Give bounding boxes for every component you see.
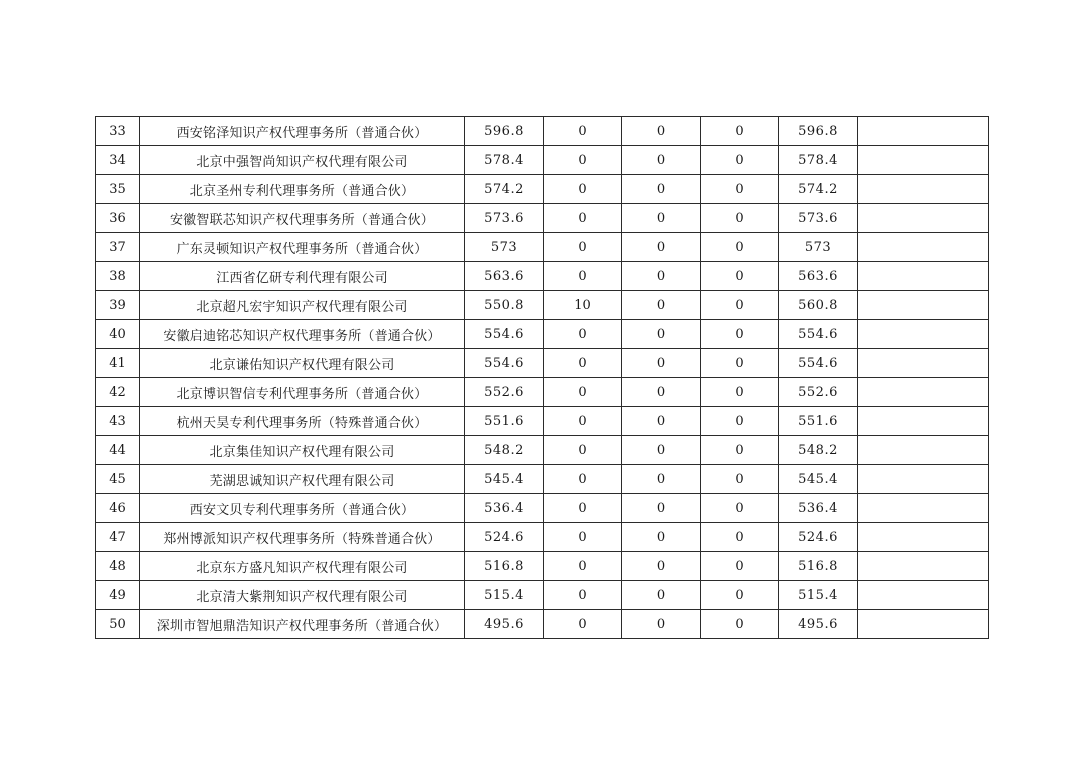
blank-cell [858,233,989,262]
score-cell-3: 0 [622,233,701,262]
score-cell-3: 0 [622,494,701,523]
table-row [96,146,989,175]
score-cell-3: 0 [622,146,701,175]
score-cell-1: 536.4 [465,494,544,523]
total-score-cell: 563.6 [779,262,858,291]
score-cell-4: 0 [701,610,779,639]
agency-name-cell: 北京超凡宏宇知识产权代理有限公司 [140,291,465,320]
score-cell-2: 0 [544,146,622,175]
rank-cell: 44 [96,436,140,465]
score-cell-4: 0 [701,552,779,581]
blank-cell [858,581,989,610]
score-cell-4: 0 [701,291,779,320]
blank-cell [858,146,989,175]
score-cell-4: 0 [701,204,779,233]
score-cell-4: 0 [701,349,779,378]
blank-cell [858,610,989,639]
rank-cell: 48 [96,552,140,581]
total-score-cell: 524.6 [779,523,858,552]
score-cell-2: 0 [544,175,622,204]
score-cell-1: 578.4 [465,146,544,175]
blank-cell [858,407,989,436]
rank-cell: 34 [96,146,140,175]
table-row [96,262,989,291]
score-cell-2: 0 [544,465,622,494]
score-cell-4: 0 [701,175,779,204]
table-row [96,407,989,436]
agency-name-cell: 北京谦佑知识产权代理有限公司 [140,349,465,378]
score-cell-3: 0 [622,407,701,436]
table-row [96,320,989,349]
table-row [96,349,989,378]
rank-cell: 49 [96,581,140,610]
score-cell-3: 0 [622,465,701,494]
score-cell-2: 0 [544,610,622,639]
rank-cell: 41 [96,349,140,378]
rank-cell: 47 [96,523,140,552]
blank-cell [858,175,989,204]
score-cell-1: 515.4 [465,581,544,610]
agency-name-cell: 北京清大紫荆知识产权代理有限公司 [140,581,465,610]
blank-cell [858,204,989,233]
total-score-cell: 545.4 [779,465,858,494]
rank-cell: 37 [96,233,140,262]
total-score-cell: 573 [779,233,858,262]
blank-cell [858,262,989,291]
total-score-cell: 548.2 [779,436,858,465]
blank-cell [858,552,989,581]
score-cell-2: 0 [544,349,622,378]
score-cell-3: 0 [622,552,701,581]
total-score-cell: 516.8 [779,552,858,581]
table-row [96,175,989,204]
table-row [96,552,989,581]
agency-name-cell: 北京中强智尚知识产权代理有限公司 [140,146,465,175]
blank-cell [858,436,989,465]
blank-cell [858,320,989,349]
score-cell-2: 0 [544,436,622,465]
rank-cell: 50 [96,610,140,639]
score-cell-3: 0 [622,436,701,465]
total-score-cell: 560.8 [779,291,858,320]
agency-name-cell: 江西省亿研专利代理有限公司 [140,262,465,291]
total-score-cell: 536.4 [779,494,858,523]
agency-name-cell: 郑州博派知识产权代理事务所（特殊普通合伙） [140,523,465,552]
score-cell-2: 0 [544,523,622,552]
score-cell-2: 0 [544,581,622,610]
agency-name-cell: 北京博识智信专利代理事务所（普通合伙） [140,378,465,407]
score-cell-1: 573 [465,233,544,262]
rank-cell: 36 [96,204,140,233]
blank-cell [858,378,989,407]
agency-name-cell: 北京集佳知识产权代理有限公司 [140,436,465,465]
table-row [96,523,989,552]
rank-cell: 42 [96,378,140,407]
score-cell-1: 550.8 [465,291,544,320]
score-cell-1: 573.6 [465,204,544,233]
blank-cell [858,349,989,378]
rank-cell: 35 [96,175,140,204]
table-row [96,291,989,320]
table-row [96,436,989,465]
score-cell-2: 10 [544,291,622,320]
score-cell-1: 554.6 [465,349,544,378]
table-row [96,233,989,262]
score-cell-4: 0 [701,436,779,465]
score-cell-1: 552.6 [465,378,544,407]
score-cell-4: 0 [701,581,779,610]
score-cell-3: 0 [622,523,701,552]
table-row [96,581,989,610]
total-score-cell: 495.6 [779,610,858,639]
score-cell-2: 0 [544,117,622,146]
blank-cell [858,117,989,146]
score-cell-3: 0 [622,581,701,610]
score-cell-4: 0 [701,233,779,262]
score-cell-4: 0 [701,523,779,552]
agency-name-cell: 广东灵顿知识产权代理事务所（普通合伙） [140,233,465,262]
score-cell-4: 0 [701,494,779,523]
score-cell-1: 563.6 [465,262,544,291]
blank-cell [858,523,989,552]
score-cell-3: 0 [622,117,701,146]
agency-name-cell: 西安铭泽知识产权代理事务所（普通合伙） [140,117,465,146]
score-cell-3: 0 [622,291,701,320]
rank-cell: 38 [96,262,140,291]
rank-cell: 40 [96,320,140,349]
score-cell-2: 0 [544,494,622,523]
agency-name-cell: 杭州天昊专利代理事务所（特殊普通合伙） [140,407,465,436]
table-row [96,204,989,233]
table-row [96,610,989,639]
agency-name-cell: 北京圣州专利代理事务所（普通合伙） [140,175,465,204]
score-cell-1: 524.6 [465,523,544,552]
score-cell-2: 0 [544,204,622,233]
score-cell-3: 0 [622,320,701,349]
agency-name-cell: 安徽启迪铭芯知识产权代理事务所（普通合伙） [140,320,465,349]
score-cell-3: 0 [622,610,701,639]
rank-cell: 39 [96,291,140,320]
table-row [96,378,989,407]
agency-name-cell: 西安文贝专利代理事务所（普通合伙） [140,494,465,523]
rank-cell: 33 [96,117,140,146]
score-cell-4: 0 [701,320,779,349]
table-row [96,117,989,146]
score-cell-1: 545.4 [465,465,544,494]
score-cell-3: 0 [622,204,701,233]
score-cell-3: 0 [622,262,701,291]
blank-cell [858,465,989,494]
score-cell-2: 0 [544,320,622,349]
score-cell-4: 0 [701,146,779,175]
score-cell-2: 0 [544,233,622,262]
rank-cell: 43 [96,407,140,436]
agency-name-cell: 北京东方盛凡知识产权代理有限公司 [140,552,465,581]
score-cell-1: 551.6 [465,407,544,436]
total-score-cell: 552.6 [779,378,858,407]
score-cell-4: 0 [701,407,779,436]
score-cell-1: 574.2 [465,175,544,204]
rank-cell: 46 [96,494,140,523]
total-score-cell: 554.6 [779,349,858,378]
score-cell-4: 0 [701,117,779,146]
total-score-cell: 596.8 [779,117,858,146]
score-cell-4: 0 [701,465,779,494]
score-cell-1: 516.8 [465,552,544,581]
score-cell-1: 495.6 [465,610,544,639]
ranking-table [95,116,989,639]
score-cell-2: 0 [544,552,622,581]
score-cell-1: 596.8 [465,117,544,146]
agency-name-cell: 深圳市智旭鼎浩知识产权代理事务所（普通合伙） [140,610,465,639]
total-score-cell: 574.2 [779,175,858,204]
rank-cell: 45 [96,465,140,494]
score-cell-3: 0 [622,349,701,378]
score-cell-2: 0 [544,407,622,436]
total-score-cell: 515.4 [779,581,858,610]
score-cell-4: 0 [701,378,779,407]
ranking-table-body [96,117,989,639]
table-row [96,494,989,523]
agency-name-cell: 安徽智联芯知识产权代理事务所（普通合伙） [140,204,465,233]
total-score-cell: 554.6 [779,320,858,349]
total-score-cell: 578.4 [779,146,858,175]
score-cell-3: 0 [622,175,701,204]
agency-name-cell: 芜湖思诚知识产权代理有限公司 [140,465,465,494]
blank-cell [858,291,989,320]
total-score-cell: 573.6 [779,204,858,233]
score-cell-1: 554.6 [465,320,544,349]
score-cell-2: 0 [544,262,622,291]
table-row [96,465,989,494]
score-cell-3: 0 [622,378,701,407]
blank-cell [858,494,989,523]
score-cell-1: 548.2 [465,436,544,465]
total-score-cell: 551.6 [779,407,858,436]
score-cell-2: 0 [544,378,622,407]
score-cell-4: 0 [701,262,779,291]
